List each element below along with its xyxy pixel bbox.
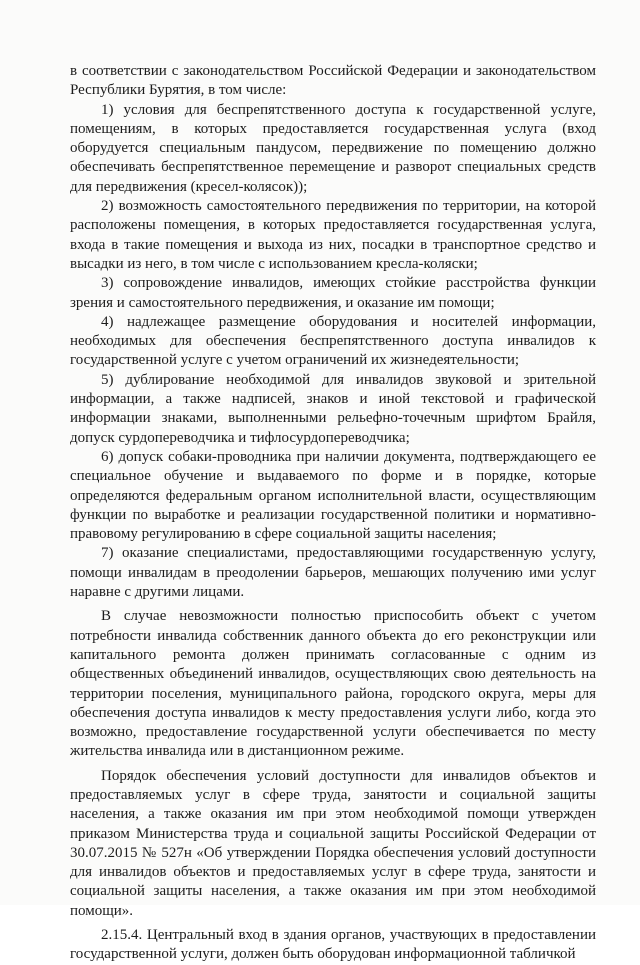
paragraph-procedure: Порядок обеспечения условий доступности для инвалидов объектов и предоставляемых услуг в сфере труда, занятости и социальной защиты населения, а также оказания им при этом необходимой помощи утвержден приказом Министерства труда и социальной защиты Российской Федерации от 30.07.2015 № 527н «Об утверждении Порядка обеспечения условий доступности для инвалидов объектов и предоставляемых услуг в сфере труда, занятости и социальной защиты населения, а также оказания им при этом необходимой помощи».: [70, 767, 596, 919]
paragraph-item-2: 2) возможность самостоятельного передвижения по территории, на которой расположены помещения, в которых предоставляется государственная услуга, входа в такие помещения и выхода из них, посадки в транспортное средство и высадки из него, в том числе с использованием кресла-коляски;: [70, 198, 596, 272]
paragraph-item-6: 6) допуск собаки-проводника при наличии документа, подтверждающего ее специальное обучение и выдаваемого по форме и в порядке, которые определяются федеральным органом исполнительной власти, осуществляющим функции по выработке и реализации государственной политики и нормативно-правовому регулированию в сфере социальной защиты населения;: [70, 448, 596, 543]
paragraph-item-5: 5) дублирование необходимой для инвалидов звуковой и зрительной информации, а также надписей, знаков и иной текстовой и графической информации знаками, выполненными рельефно-точечным шрифтом Брайля, допуск сурдопереводчика и тифлосурдопереводчика;: [70, 371, 596, 446]
paragraph-intro: в соответствии с законодательством Российской Федерации и законодательством Республики Бурятия, в том числе:: [70, 63, 596, 99]
paragraph-impossibility: В случае невозможности полностью приспособить объект с учетом потребности инвалида собственник данного объекта до его реконструкции или капитального ремонта должен принимать согласованные с одним из общественных объединений инвалидов, осуществляющих свою деятельность на территории поселения, муниципального района, городского округа, меры для обеспечения доступа инвалидов к месту предоставления услуги либо, когда это возможно, предоставление государственной услуги обеспечивается по месту жительства инвалида или в дистанционном режиме.: [70, 608, 596, 760]
paragraph-item-3: 3) сопровождение инвалидов, имеющих стойкие расстройства функции зрения и самостоятельного передвижения, и оказание им помощи;: [70, 275, 596, 311]
paragraph-item-4: 4) надлежащее размещение оборудования и носителей информации, необходимых для обеспечения беспрепятственного доступа инвалидов к государственной услуге с учетом ограничений их жизнедеятельности;: [70, 313, 596, 369]
paragraph-item-1: 1) условия для беспрепятственного доступа к государственной услуге, помещениям, в которых предоставляется государственная услуга (вход оборудуется специальным пандусом, передвижение по помещению должно обеспечивать беспрепятственное перемещение и разворот специальных средств для передвижения (кресел-колясок));: [70, 101, 596, 195]
paragraph-section-2-15-4: 2.15.4. Центральный вход в здания органов, участвующих в предоставлении государственной услуги, должен быть оборудован информационной табличкой: [70, 927, 596, 963]
document-body: [70, 62, 596, 965]
paragraph-item-7: 7) оказание специалистами, предоставляющими государственную услугу, помощи инвалидам в преодолении барьеров, мешающих получению ими услуг наравне с другими лицами.: [70, 545, 596, 601]
